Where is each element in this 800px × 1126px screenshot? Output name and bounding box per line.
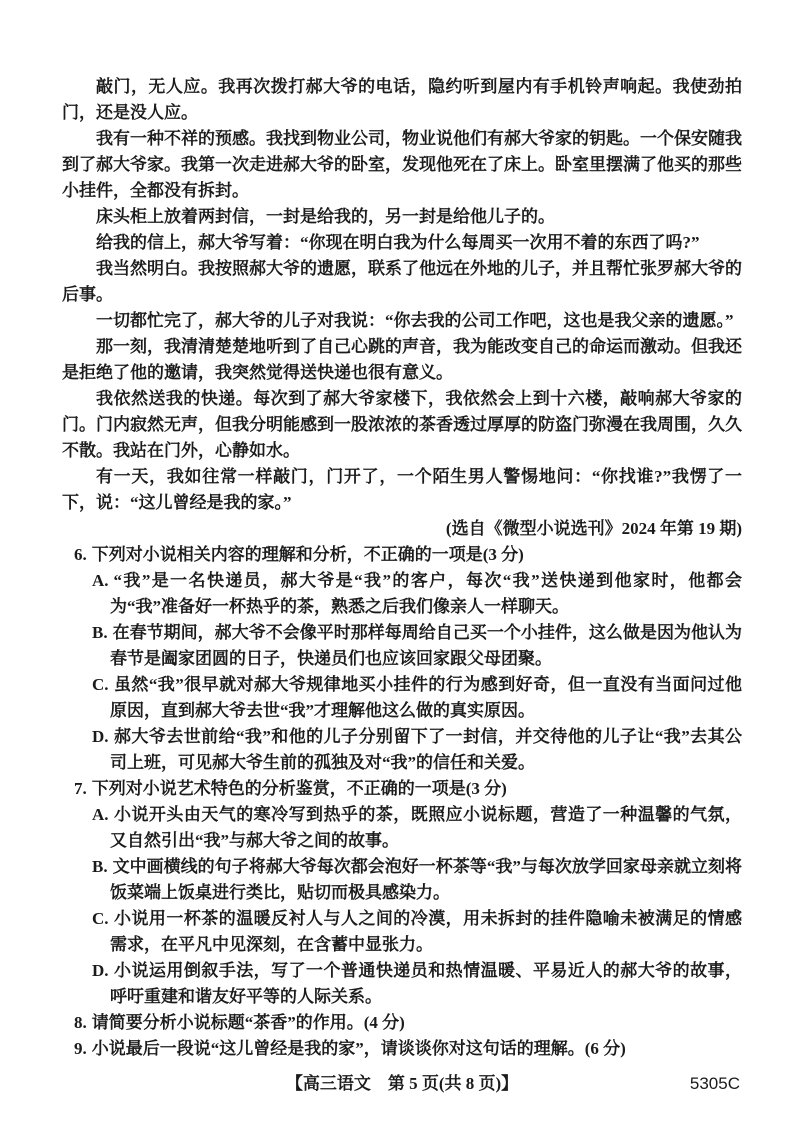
question-6-option-d — [62, 724, 742, 776]
story-paragraph-9: 有一天，我如往常一样敲门，门开了，一个陌生男人警惕地问：“你找谁?”我愣了一下，说：“这儿曾经是我的家。” — [62, 467, 742, 512]
page-footer — [62, 1072, 742, 1096]
question-8-stem-line — [62, 1010, 742, 1036]
story-paragraph-5: 我当然明白。我按照郝大爷的遗愿，联系了他远在外地的儿子，并且帮忙张罗郝大爷的后事。 — [62, 259, 742, 304]
option-d-label: D. — [92, 727, 109, 746]
question-8-number: 8. — [74, 1013, 87, 1032]
question-6-option-c — [62, 672, 742, 724]
exam-code: 5305C — [689, 1074, 740, 1093]
story-paragraph-8: 我依然送我的快递。每次到了郝大爷家楼下，我依然会上到十六楼，敲响郝大爷家的门。门内寂然无声，但我分明能感到一股浓浓的茶香透过厚厚的防盗门弥漫在我周围，久久不散。我站在门外，心静如水。 — [62, 389, 742, 460]
option-c-label: C. — [92, 675, 109, 694]
footer-page-info: 【高三语文 第 5 页(共 8 页)】 — [285, 1074, 519, 1093]
question-8 — [62, 1010, 742, 1036]
question-7 — [62, 776, 742, 1010]
option-a-label: A. — [92, 805, 109, 824]
option-b-text: 在春节期间，郝大爷不会像平时那样每周给自己买一个小挂件，这么做是因为他认为春节是阖家团圆的日子，快递员们也应该回家跟父母团聚。 — [110, 623, 742, 668]
option-c-label: C. — [92, 909, 109, 928]
option-c-text: 虽然“我”很早就对郝大爷规律地买小挂件的行为感到好奇，但一直没有当面问过他原因，直到郝大爷去世“我”才理解他这么做的真实原因。 — [110, 675, 742, 720]
story-paragraph-2: 我有一种不祥的预感。我找到物业公司，物业说他们有郝大爷家的钥匙。一个保安随我到了郝大爷家。我第一次走进郝大爷的卧室，发现他死在了床上。卧室里摆满了他买的那些小挂件，全都没有拆封。 — [62, 129, 742, 200]
question-9-stem-line — [62, 1036, 742, 1062]
question-7-option-c — [62, 906, 742, 958]
page-content — [62, 74, 742, 1062]
option-d-label: D. — [92, 961, 109, 980]
story-paragraph-4: 给我的信上，郝大爷写着：“你现在明白我为什么每周买一次用不着的东西了吗?” — [96, 233, 700, 252]
option-d-text: 郝大爷去世前给“我”和他的儿子分别留下了一封信，并交待他的儿子让“我”去其公司上班，可见郝大爷生前的孤独及对“我”的信任和关爱。 — [110, 727, 742, 772]
option-c-text: 小说用一杯茶的温暖反衬人与人之间的冷漠，用未拆封的挂件隐喻未被满足的情感需求，在平凡中见深刻，在含蓄中显张力。 — [110, 909, 742, 954]
story-paragraph-1: 敲门，无人应。我再次拨打郝大爷的电话，隐约听到屋内有手机铃声响起。我使劲拍门，还是没人应。 — [62, 77, 742, 122]
story-paragraph-3: 床头柜上放着两封信，一封是给我的，另一封是给他儿子的。 — [96, 207, 555, 226]
source-attribution: (选自《微型小说选刊》2024 年第 19 期) — [445, 519, 742, 538]
question-6-number: 6. — [74, 545, 87, 564]
option-b-label: B. — [92, 623, 108, 642]
question-7-stem-line — [62, 776, 742, 802]
story-paragraph-7: 那一刻，我清清楚楚地听到了自己心跳的声音，我为能改变自己的命运而激动。但我还是拒绝了他的邀请，我突然觉得送快递也很有意义。 — [62, 337, 742, 382]
story-paragraph-6: 一切都忙完了，郝大爷的儿子对我说：“你去我的公司工作吧，这也是我父亲的遗愿。” — [96, 311, 734, 330]
option-a-text: “我”是一名快递员，郝大爷是“我”的客户，每次“我”送快递到他家时，他都会为“我”准备好一杯热乎的茶，熟悉之后我们像亲人一样聊天。 — [110, 571, 742, 616]
question-9 — [62, 1036, 742, 1062]
question-6-option-a — [62, 568, 742, 620]
option-a-text: 小说开头由天气的寒冷写到热乎的茶，既照应小说标题，营造了一种温馨的气氛，又自然引出“我”与郝大爷之间的故事。 — [110, 805, 742, 850]
option-b-label: B. — [92, 857, 108, 876]
question-7-option-b — [62, 854, 742, 906]
question-6-stem-line — [62, 542, 742, 568]
question-9-number: 9. — [74, 1039, 87, 1058]
option-b-text: 文中画横线的句子将郝大爷每次都会泡好一杯茶等“我”与每次放学回家母亲就立刻将饭菜端上饭桌进行类比，贴切而极具感染力。 — [110, 857, 742, 902]
option-a-label: A. — [92, 571, 109, 590]
question-7-option-a — [62, 802, 742, 854]
question-7-stem: 下列对小说艺术特色的分析鉴赏，不正确的一项是(3 分) — [91, 779, 507, 798]
question-8-stem: 请简要分析小说标题“茶香”的作用。(4 分) — [91, 1013, 405, 1032]
question-7-option-d — [62, 958, 742, 1010]
question-6-stem: 下列对小说相关内容的理解和分析，不正确的一项是(3 分) — [91, 545, 524, 564]
question-6 — [62, 542, 742, 776]
question-6-option-b — [62, 620, 742, 672]
option-d-text: 小说运用倒叙手法，写了一个普通快递员和热情温暖、平易近人的郝大爷的故事，呼吁重建和谐友好平等的人际关系。 — [110, 961, 742, 1006]
question-7-number: 7. — [74, 779, 87, 798]
question-9-stem: 小说最后一段说“这儿曾经是我的家”，请谈谈你对这句话的理解。(6 分) — [91, 1039, 626, 1058]
